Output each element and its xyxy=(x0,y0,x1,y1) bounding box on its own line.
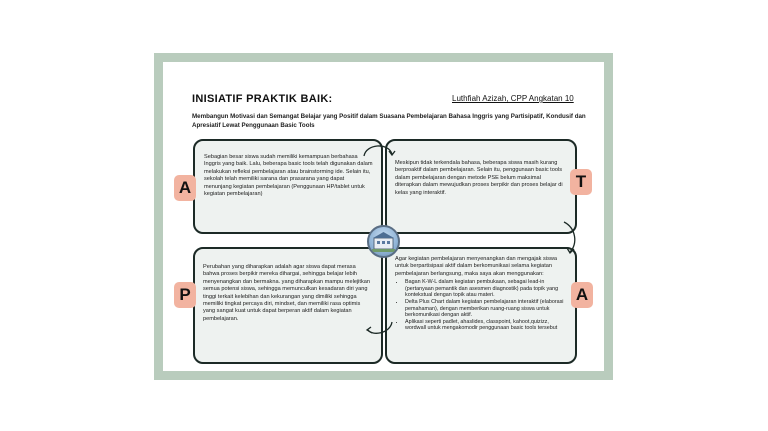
card-aksi xyxy=(385,247,577,364)
poster-subtitle: Membangun Motivasi dan Semangat Belajar yang Positif dalam Suasana Pembelajaran Bahasa Inggris yang Partisipatif, Kondusif dan Apresiatif Lewat Penggunaan Basic Tools xyxy=(192,113,586,129)
card-awal-text: Sebagian besar siswa sudah memiliki kemampuan berbahasa Inggris yang baik. Lalu, beberapa basic tools telah digunakan dalam melakukan refleksi pembelajaran atau brainstorming ide. Selain itu, sekolah telah memiliki sarana dan prasarana yang dapat menunjang kegiatan pembelajaran (Penggunaan HP/tablet untuk kegiatan pembelajaran) xyxy=(204,154,373,198)
badge-perubahan: P xyxy=(174,282,196,308)
card-tantangan-text: Meskipun tidak terkendala bahasa, beberapa siswa masih kurang berproaktif dalam pembelajaran. Selain itu, penggunaan basic tools dalam pembelajaran dengan metode PSE belum maksimal diterapkan dalam mewujudkan proses berpikir dan proses belajar di kelas yang interaktif. xyxy=(395,160,563,196)
card-perubahan-text: Perubahan yang diharapkan adalah agar siswa dapat merasa bahwa proses berpikir mereka dihargai, sehingga belajar lebih menyenangkan dan bermakna. yang diharapkan mampu melejitkan semua potensi siswa, sehingga memunculkan kesadaran diri yang tinggi terkait kelebihan dan kekurangan yang dimiliki sehingga memiliki tingkat percaya diri, mindset, dan memiliki rasa optimis yang sangat kuat untuk dapat berperan aktif dalam kegiatan pembelajaran. xyxy=(203,264,370,322)
badge-aksi: A xyxy=(571,282,593,308)
badge-tantangan: T xyxy=(570,169,592,195)
card-perubahan xyxy=(193,247,383,364)
arrow-top-icon xyxy=(358,138,398,160)
card-awal xyxy=(193,139,383,234)
list-item: • Delta Plus Chart dalam kegiatan pembelajaran interaktif (elaborasi pemahaman), dengan memberikan ruang-ruang siswa untuk berkomunikasi dengan aktif. xyxy=(405,299,569,319)
school-logo xyxy=(367,225,400,258)
arrow-right-icon xyxy=(558,218,582,258)
poster-title: INISIATIF PRAKTIK BAIK: xyxy=(192,93,333,105)
list-item: • Bagan K-W-L dalam kegiatan pembukaan, sebagai lead-in (pertanyaan pemantik dan asesmen diagnostik) pada topik yang kontekstual dengan topik atau materi. xyxy=(405,279,569,299)
list-item: • Aplikasi seperti padlet, ahaslides, classpoint, kahoot,quizizz, wordwall untuk mengakomodir penggunaan basic tools tersebut xyxy=(405,319,569,332)
badge-awal: A xyxy=(174,175,196,201)
card-aksi-list xyxy=(395,279,569,332)
arrow-bottom-icon xyxy=(362,318,396,340)
card-aksi-intro: Agar kegiatan pembelajaran menyenangkan dan mengajak siswa untuk berpartisipasi aktif dalam berkomunikasi selama kegiatan pembelajaran berlangsung, maka saya akan menggunakan: xyxy=(395,256,558,277)
author-label: Luthfiah Azizah, CPP Angkatan 10 xyxy=(452,94,574,103)
card-tantangan xyxy=(385,139,577,234)
